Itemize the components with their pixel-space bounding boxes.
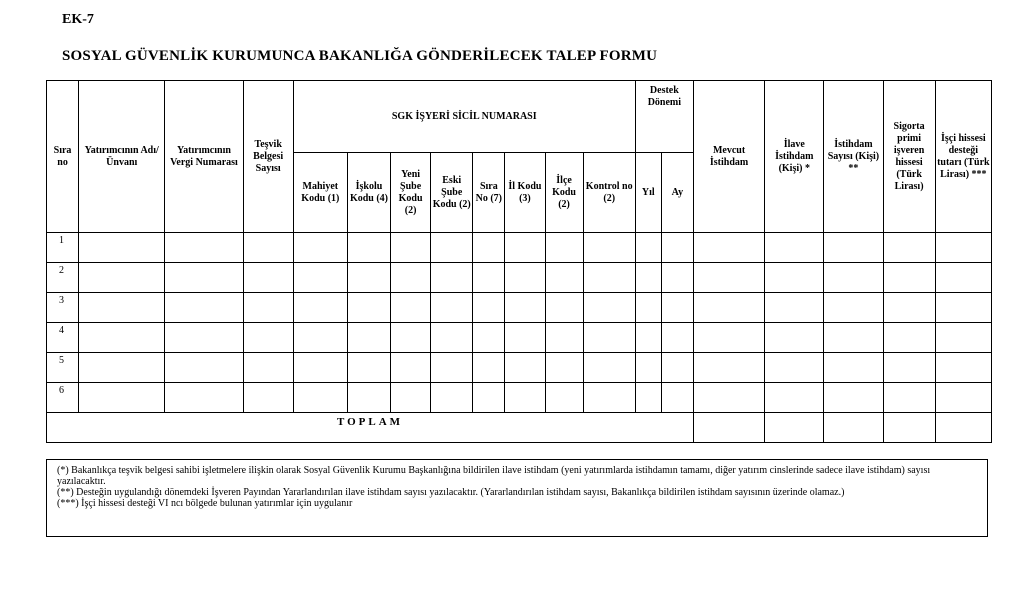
table-cell[interactable] [293, 263, 347, 293]
table-cell[interactable] [661, 263, 693, 293]
table-cell[interactable] [473, 383, 505, 413]
table-cell[interactable] [431, 353, 473, 383]
table-cell[interactable] [545, 293, 583, 323]
table-cell[interactable] [883, 383, 935, 413]
table-cell[interactable] [391, 353, 431, 383]
total-employment-count[interactable] [824, 413, 883, 443]
table-cell[interactable] [583, 383, 635, 413]
form-title: SOSYAL GÜVENLİK KURUMUNCA BAKANLIĞA GÖNDERİLECEK TALEP FORMU [62, 48, 658, 64]
table-cell[interactable] [583, 263, 635, 293]
table-cell[interactable] [347, 353, 390, 383]
table-cell[interactable] [347, 263, 390, 293]
header-sira-no: Sıra no [47, 81, 79, 233]
table-cell[interactable] [824, 323, 883, 353]
table-cell[interactable] [635, 233, 661, 263]
table-cell[interactable] [883, 293, 935, 323]
table-cell[interactable] [79, 233, 165, 263]
table-cell[interactable] [545, 233, 583, 263]
footnote-1: (*) Bakanlıkça teşvik belgesi sahibi işletmelere ilişkin olarak Sosyal Güvenlik Kurumu Başkanlığına bildirilen ilave istihdam (yeni yatırımlarda istihdamın tamamı, diğer yatırım cinslerinde sadece ilave istihdam) sayısı yazılacaktır. [57, 465, 931, 487]
table-cell[interactable] [583, 293, 635, 323]
total-additional-employment[interactable] [765, 413, 824, 443]
table-cell[interactable] [693, 293, 764, 323]
subheader-district: İlçe Kodu (2) [545, 153, 583, 233]
table-cell[interactable] [765, 263, 824, 293]
table-cell[interactable] [765, 233, 824, 263]
table-cell[interactable] [347, 383, 390, 413]
table-cell[interactable] [431, 323, 473, 353]
table-cell[interactable] [583, 233, 635, 263]
subheader-sequence-no: Sıra No (7) [473, 153, 505, 233]
total-insurance-premium[interactable] [883, 413, 935, 443]
table-cell[interactable] [935, 383, 991, 413]
request-form-table [46, 80, 992, 443]
table-cell[interactable] [165, 323, 243, 353]
header-additional-employment: İlave İstihdam (Kişi) * [765, 81, 824, 233]
table-cell[interactable] [243, 353, 293, 383]
table-cell[interactable] [293, 323, 347, 353]
table-row [47, 353, 992, 383]
table-cell[interactable] [347, 233, 390, 263]
table-cell[interactable] [635, 383, 661, 413]
total-label: TOPLAM [47, 413, 694, 443]
table-cell[interactable] [935, 323, 991, 353]
table-cell[interactable] [693, 233, 764, 263]
table-cell[interactable] [765, 353, 824, 383]
table-cell[interactable] [79, 323, 165, 353]
table-cell[interactable] [505, 293, 545, 323]
table-cell[interactable] [431, 233, 473, 263]
table-cell[interactable] [293, 233, 347, 263]
table-cell[interactable] [431, 293, 473, 323]
subheader-mahiyet: Mahiyet Kodu (1) [293, 153, 347, 233]
table-row [47, 263, 992, 293]
header-incentive-cert: Teşvik Belgesi Sayısı [243, 81, 293, 233]
table-cell[interactable] [473, 293, 505, 323]
table-cell[interactable] [165, 263, 243, 293]
table-cell[interactable] [545, 323, 583, 353]
table-cell[interactable] [883, 233, 935, 263]
table-cell[interactable] [765, 323, 824, 353]
table-cell[interactable] [824, 293, 883, 323]
table-cell[interactable] [293, 293, 347, 323]
table-cell[interactable] [935, 293, 991, 323]
table-cell[interactable] [293, 383, 347, 413]
subheader-month: Ay [661, 153, 693, 233]
table-cell[interactable] [661, 233, 693, 263]
table-cell[interactable] [473, 263, 505, 293]
table-cell[interactable] [165, 233, 243, 263]
table-cell[interactable] [391, 323, 431, 353]
footnote-3: (***) İşçi hissesi desteği VI ncı bölgede bulunan yatırımlar için uygulanır [57, 498, 353, 509]
table-cell[interactable] [431, 383, 473, 413]
table-cell[interactable] [545, 383, 583, 413]
table-row [47, 293, 992, 323]
table-cell[interactable] [165, 353, 243, 383]
footnote-2: (**) Desteğin uygulandığı dönemdeki İşveren Payından Yararlandırılan ilave istihdam sayısı yazılacaktır. (Yararlandırılan istihdam sayısı, Bakanlıkça bildirilen istihdam sayısının üzerinde olamaz.) [57, 487, 845, 498]
table-cell[interactable] [935, 233, 991, 263]
footnotes-box [46, 459, 988, 537]
table-cell[interactable] [505, 383, 545, 413]
table-cell[interactable] [347, 293, 390, 323]
table-cell[interactable] [883, 263, 935, 293]
table-cell[interactable] [583, 323, 635, 353]
table-cell[interactable] [883, 353, 935, 383]
table-cell[interactable] [391, 263, 431, 293]
table-cell[interactable] [661, 323, 693, 353]
row-number: 3 [47, 293, 79, 323]
table-cell[interactable] [545, 353, 583, 383]
table-cell[interactable] [883, 323, 935, 353]
header-investor-name: Yatırımcının Adı/Ünvanı [79, 81, 165, 233]
row-number: 1 [47, 233, 79, 263]
row-number: 5 [47, 353, 79, 383]
header-current-employment: Mevcut İstihdam [693, 81, 764, 233]
table-cell[interactable] [243, 323, 293, 353]
table-cell[interactable] [693, 353, 764, 383]
table-cell[interactable] [243, 383, 293, 413]
table-cell[interactable] [693, 323, 764, 353]
subheader-new-branch: Yeni Şube Kodu (2) [391, 153, 431, 233]
table-cell[interactable] [473, 353, 505, 383]
table-cell[interactable] [635, 353, 661, 383]
subheader-control-no: Kontrol no (2) [583, 153, 635, 233]
table-cell[interactable] [693, 383, 764, 413]
row-number: 2 [47, 263, 79, 293]
table-cell[interactable] [243, 293, 293, 323]
row-number: 4 [47, 323, 79, 353]
table-cell[interactable] [293, 353, 347, 383]
header-employment-count: İstihdam Sayısı (Kişi) ** [824, 81, 883, 233]
table-cell[interactable] [431, 263, 473, 293]
table-cell[interactable] [635, 323, 661, 353]
table-cell[interactable] [635, 293, 661, 323]
table-cell[interactable] [505, 323, 545, 353]
table-cell[interactable] [661, 293, 693, 323]
table-cell[interactable] [79, 263, 165, 293]
table-cell[interactable] [243, 233, 293, 263]
table-row [47, 233, 992, 263]
subheader-year: Yıl [635, 153, 661, 233]
table-cell[interactable] [243, 263, 293, 293]
subheader-province: İl Kodu (3) [505, 153, 545, 233]
table-cell[interactable] [79, 293, 165, 323]
table-row [47, 383, 992, 413]
subheader-old-branch: Eski Şube Kodu (2) [431, 153, 473, 233]
table-cell[interactable] [545, 263, 583, 293]
table-cell[interactable] [505, 353, 545, 383]
header-tax-number: Yatırımcının Vergi Numarası [165, 81, 243, 233]
header-insurance-premium: Sigorta primi işveren hissesi (Türk Lirası) [883, 81, 935, 233]
table-cell[interactable] [505, 263, 545, 293]
table-cell[interactable] [935, 263, 991, 293]
table-cell[interactable] [935, 353, 991, 383]
table-cell[interactable] [165, 293, 243, 323]
header-worker-share: İşçi hissesi desteği tutarı (Türk Lirası) *** [935, 81, 991, 233]
table-cell[interactable] [347, 323, 390, 353]
table-cell[interactable] [824, 353, 883, 383]
table-cell[interactable] [79, 353, 165, 383]
table-cell[interactable] [391, 383, 431, 413]
table-cell[interactable] [661, 383, 693, 413]
table-cell[interactable] [165, 383, 243, 413]
table-cell[interactable] [505, 233, 545, 263]
table-cell[interactable] [473, 233, 505, 263]
table-cell[interactable] [79, 383, 165, 413]
subheader-iskolu: İşkolu Kodu (4) [347, 153, 390, 233]
table-cell[interactable] [765, 383, 824, 413]
table-cell[interactable] [693, 263, 764, 293]
total-current-employment[interactable] [693, 413, 764, 443]
table-cell[interactable] [824, 233, 883, 263]
table-row [47, 323, 992, 353]
table-cell[interactable] [391, 233, 431, 263]
table-cell[interactable] [661, 353, 693, 383]
annex-label: EK-7 [62, 12, 94, 27]
header-support-period: Destek Dönemi [635, 81, 693, 153]
table-cell[interactable] [583, 353, 635, 383]
header-row [47, 81, 992, 153]
total-worker-share[interactable] [935, 413, 991, 443]
table-cell[interactable] [824, 383, 883, 413]
total-row [47, 413, 992, 443]
row-number: 6 [47, 383, 79, 413]
table-cell[interactable] [391, 293, 431, 323]
table-cell[interactable] [765, 293, 824, 323]
table-cell[interactable] [824, 263, 883, 293]
table-cell[interactable] [635, 263, 661, 293]
table-cell[interactable] [473, 323, 505, 353]
header-sgk-registry: SGK İŞYERİ SİCİL NUMARASI [293, 81, 635, 153]
